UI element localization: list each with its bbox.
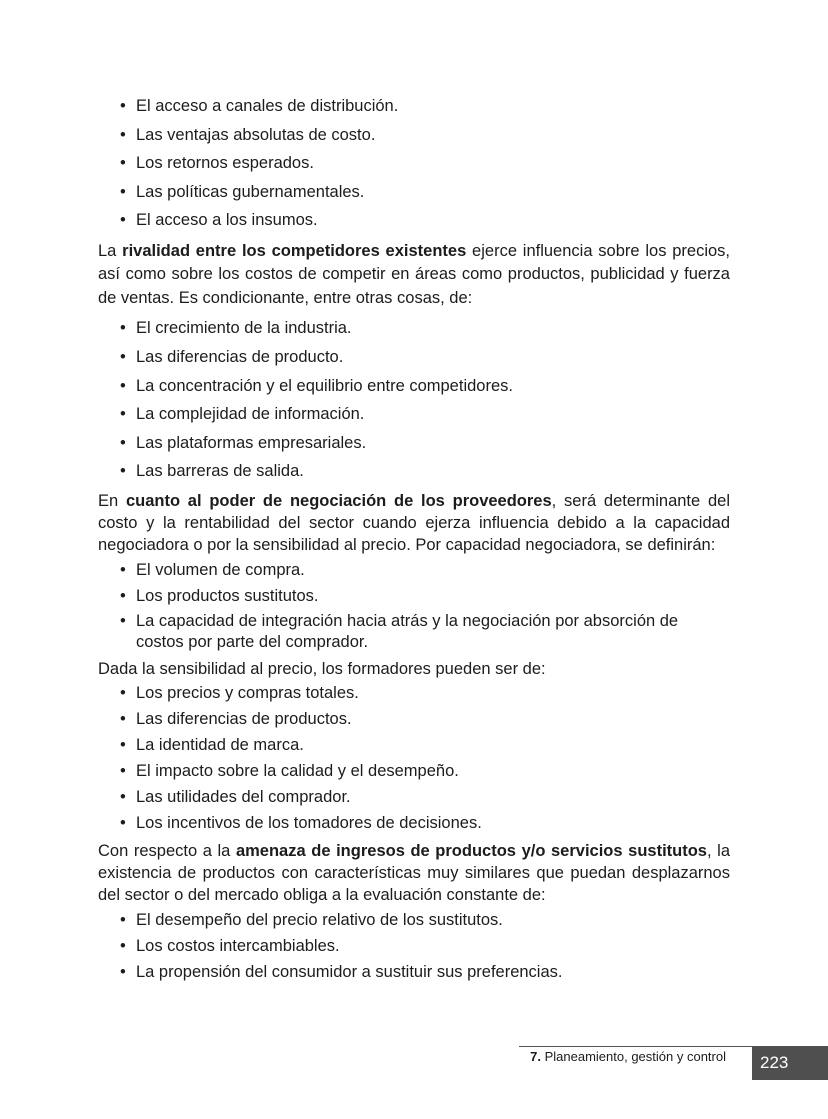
suppliers-list — [98, 557, 730, 653]
list-item: • Los incentivos de los tomadores de decisiones. — [120, 810, 730, 836]
list-item: • Las diferencias de productos. — [120, 706, 730, 732]
list-item: • Las plataformas empresariales. — [120, 429, 730, 458]
page-body — [98, 92, 730, 985]
list-item: • Las ventajas absolutas de costo. — [120, 121, 730, 150]
list-item: • La propensión del consumidor a sustituir sus preferencias. — [120, 959, 730, 985]
list-item: • El volumen de compra. — [120, 557, 730, 583]
list-item: • El desempeño del precio relativo de los sustitutos. — [120, 907, 730, 933]
suppliers-paragraph — [98, 490, 730, 556]
list-item: • El acceso a canales de distribución. — [120, 92, 730, 121]
list-item: • El impacto sobre la calidad y el desempeño. — [120, 758, 730, 784]
list-item: • El crecimiento de la industria. — [120, 314, 730, 343]
list-item: • El acceso a los insumos. — [120, 206, 730, 235]
paragraph-text: ejerce influencia sobre los precios, así como sobre los costos de competir en áreas como productos, publicidad y fuerza de ventas. Es condicionante, entre otras cosas, de: — [98, 241, 731, 307]
sensitivity-paragraph: Dada la sensibilidad al precio, los formadores pueden ser de: — [98, 660, 546, 679]
list-item: • Los costos intercambiables. — [120, 933, 730, 959]
substitutes-list — [98, 907, 730, 985]
list-item: • Los productos sustitutos. — [120, 583, 730, 609]
list-item: • Las diferencias de producto. — [120, 343, 730, 372]
rivalry-paragraph — [98, 240, 730, 311]
list-item: • Las barreras de salida. — [120, 457, 730, 486]
paragraph-text: Con respecto a la — [98, 842, 236, 861]
list-item: • Los retornos esperados. — [120, 149, 730, 178]
paragraph-text: En — [98, 492, 126, 511]
bold-term: cuanto al poder de negociación de los proveedores — [125, 492, 552, 511]
bold-term: rivalidad entre los competidores existentes — [122, 241, 467, 260]
running-footer — [530, 1049, 726, 1064]
list-item: • La identidad de marca. — [120, 732, 730, 758]
list-item: • La complejidad de información. — [120, 400, 730, 429]
substitutes-paragraph — [98, 840, 730, 906]
bold-term: amenaza de ingresos de productos y/o servicios sustitutos — [235, 842, 707, 861]
rivalry-list — [98, 314, 730, 486]
list-item: • La concentración y el equilibrio entre competidores. — [120, 372, 730, 401]
page-number: 223 — [752, 1046, 828, 1080]
list-item: • Los precios y compras totales. — [120, 680, 730, 706]
list-item: • Las políticas gubernamentales. — [120, 178, 730, 207]
list-item: • Las utilidades del comprador. — [120, 784, 730, 810]
sensitivity-list — [98, 680, 730, 836]
chapter-title: Planeamiento, gestión y control — [544, 1049, 726, 1064]
chapter-number: 7. — [530, 1049, 541, 1064]
paragraph-text: La — [98, 241, 123, 260]
paragraph-text: , será determinante del costo y la rentabilidad del sector cuando ejerza influencia debido a la capacidad negociadora o por la sensibilidad al precio. Por capacidad negociadora, se definirán: — [98, 492, 730, 555]
entry-barriers-list — [98, 92, 730, 235]
list-item: • La capacidad de integración hacia atrás y la negociación por absorción de costos por parte del comprador. — [120, 611, 730, 653]
paragraph-text: , la existencia de productos con características muy similares que puedan desplazarnos del sector o del mercado obliga a la evaluación constante de: — [98, 842, 731, 905]
